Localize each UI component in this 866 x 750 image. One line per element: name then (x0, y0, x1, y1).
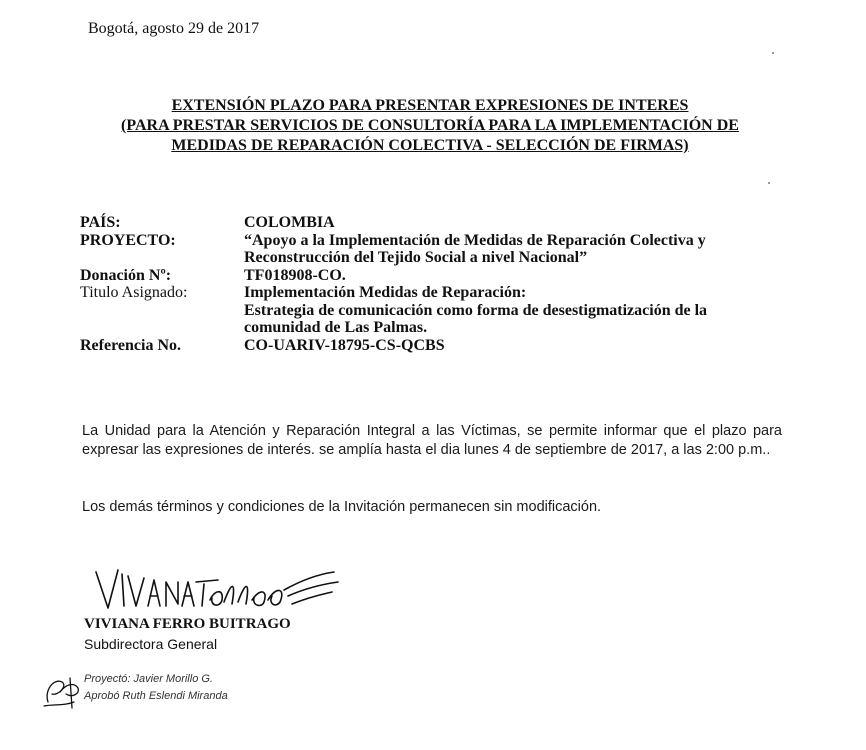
field-proyecto-value-1: “Apoyo a la Implementación de Medidas de Reparación Colectiva y (244, 231, 706, 249)
title-line-1: EXTENSIÓN PLAZO PARA PRESENTAR EXPRESIONES DE INTERES (171, 97, 689, 114)
field-referencia-label: Referencia No. (80, 336, 181, 354)
field-proyecto-label: PROYECTO: (80, 231, 176, 249)
title-line-2: (PARA PRESTAR SERVICIOS DE CONSULTORÍA PARA LA IMPLEMENTACIÓN DE (121, 117, 739, 134)
field-titulo-value-3: comunidad de Las Palmas. (244, 319, 428, 336)
signer-role: Subdirectora General (84, 636, 218, 652)
footer-line-1: Proyectó: Javier Morillo G. (84, 673, 213, 685)
body-paragraph-1: La Unidad para la Atención y Reparación Integral a las Víctimas, se permite informar que el plazo para expresar las expresiones de interés. se amplía hasta el dia lunes 4 de septiembre de 2017, a las 2:00 p.m.. (82, 423, 782, 458)
field-pais-label: PAÍS: (80, 214, 121, 231)
scan-speck (772, 52, 774, 54)
title-line-3: MEDIDAS DE REPARACIÓN COLECTIVA - SELECCIÓN DE FIRMAS) (171, 137, 689, 154)
field-titulo-value-1: Implementación Medidas de Reparación: (244, 284, 527, 301)
field-proyecto-value-2: Reconstrucción del Tejido Social a nivel Nacional” (244, 249, 588, 266)
document-title (70, 96, 790, 156)
signer-name: VIVIANA FERRO BUITRAGO (84, 616, 291, 632)
approval-footer (84, 671, 228, 705)
field-titulo-label: Titulo Asignado: (80, 284, 188, 301)
initials-mark (40, 668, 84, 712)
scan-speck (768, 182, 770, 184)
field-donacion-value: TF018908-CO. (244, 266, 346, 284)
date-line: Bogotá, agosto 29 de 2017 (88, 20, 260, 37)
field-titulo-value-2: Estrategia de comunicación como forma de desestigmatización de la (244, 301, 708, 319)
field-referencia-value: CO-UARIV-18795-CS-QCBS (244, 336, 445, 354)
field-donacion-label: Donación Nº: (80, 266, 172, 284)
body-paragraph-2: Los demás términos y condiciones de la Invitación permanecen sin modificación. (82, 499, 602, 515)
field-pais-value: COLOMBIA (244, 214, 335, 231)
handwritten-signature (92, 560, 342, 616)
footer-line-2: Aprobó Ruth Eslendi Miranda (84, 690, 228, 702)
